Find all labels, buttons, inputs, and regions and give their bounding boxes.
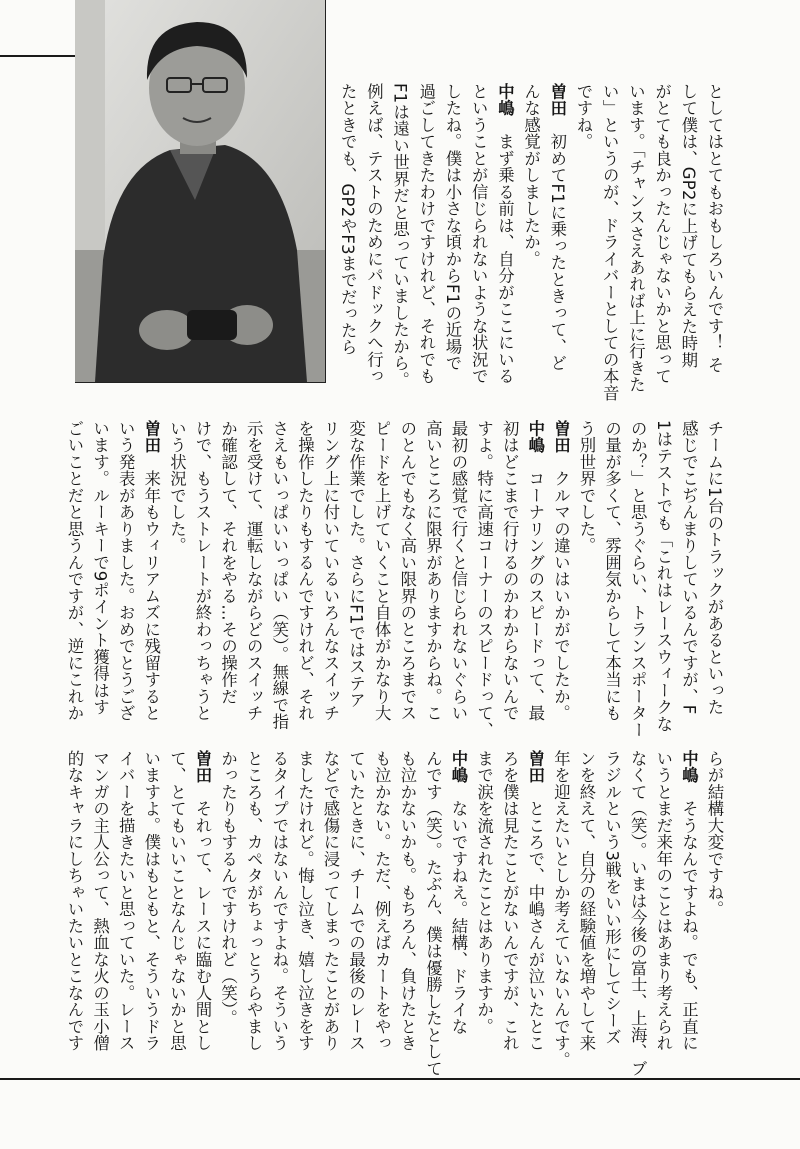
text-column: のとんでもなく高い限界のところまでス	[397, 420, 417, 722]
text-column: したね。僕は小さな頃からF1の近場で	[443, 83, 462, 372]
text-column: のか？」と思うぐらい、トランスポーター	[628, 420, 648, 739]
text-column: ましたけれど。悔し泣き、嬉し泣きをす	[295, 750, 315, 1052]
text-column: も泣かないかも。もちろん、負けたとき	[397, 750, 417, 1052]
text-column: まで涙を流されたことはありますか。	[474, 750, 494, 1035]
text-column: チームに1台のトラックがあるといった	[705, 420, 724, 716]
text-column: 変な作業でした。さらにF1ではステア	[346, 420, 366, 709]
text-column: ろを僕は見たことがないんですが、これ	[500, 750, 520, 1052]
speaker-name: 曽田	[547, 83, 567, 117]
text-column: んです（笑）。たぶん、僕は優勝したとして	[423, 750, 443, 1077]
text-column: イバーを描きたいと思っていた。レース	[116, 750, 136, 1052]
text-column: としてはとてもおもしろいんです！ そ	[705, 83, 724, 374]
text-column: 曽田 クルマの違いはいかがでしたか。	[551, 420, 571, 722]
middle-text-block	[65, 420, 725, 739]
text-column: て、とてもいいことなんじゃないかと思	[167, 750, 187, 1052]
text-column: 曽田 来年もウィリアムズに残留すると	[141, 420, 161, 722]
text-column: 中嶋 そうなんですよね。でも、正直に	[679, 750, 699, 1052]
speaker-name: 曽田	[193, 750, 212, 784]
text-column: などで感傷に浸ってしまったことがあり	[321, 750, 340, 1052]
text-column: けで、もうストレートが終わっちゃうと	[193, 420, 212, 722]
text-column: いう発表がありました。おめでとうござ	[116, 420, 136, 722]
text-column: ンを終えて、自分の経験値を増やして来	[577, 750, 596, 1052]
text-column: らが結構大変ですね。	[705, 750, 724, 918]
text-column: 初はどこまで行けるのかわからないんで	[500, 420, 520, 722]
text-column: 高いところに限界がありますからね。こ	[423, 420, 443, 722]
text-column: い」というのが、ドライバーとしての本音	[600, 83, 620, 402]
text-column: マンガの主人公って、熱血な火の玉小僧	[90, 750, 110, 1052]
text-column: なくて（笑）。いまは今後の富士、上海、ブ	[628, 750, 648, 1077]
speaker-name: 中嶋	[679, 750, 699, 784]
text-column: 例えば、テストのためにパドックへ行っ	[364, 83, 384, 385]
text-column: して僕は、GP2に上げてもらえた時期	[678, 83, 698, 369]
text-column: 曽田 それって、レースに臨む人間とし	[193, 750, 212, 1052]
text-column: ということが信じられないような状況で	[469, 83, 489, 385]
text-column: 的なキャラにしちゃいたいとこなんです	[65, 750, 84, 1052]
text-column: ごいことだと思うんですが、逆にこれか	[65, 420, 84, 722]
text-column: も泣かない。ただ、例えばカートをやっ	[372, 750, 392, 1052]
speaker-name: 曽田	[551, 420, 571, 454]
text-column: 中嶋 ないですねえ。結構、ドライな	[449, 750, 468, 1035]
text-column: います。「チャンスさえあれば上に行きた	[626, 83, 646, 394]
top-text-block	[338, 83, 725, 402]
text-column: 年を迎えたいとしか考えていないんです。	[551, 750, 571, 1069]
text-column: う別世界でした。	[577, 420, 596, 554]
speaker-name: 中嶋	[525, 420, 545, 454]
speaker-name: 曽田	[141, 420, 161, 454]
text-column: たときでも、GP2やF3までだったら	[338, 83, 358, 356]
text-column: を操作したりもするんですけれど、それ	[295, 420, 315, 722]
speaker-name: 中嶋	[449, 750, 468, 784]
text-column: 曽田 ところで、中嶋さんが泣いたとこ	[525, 750, 545, 1052]
speaker-name: 中嶋	[495, 83, 515, 117]
text-column: がとても良かったんじゃないかと思って	[652, 83, 672, 385]
text-column: の量が多くて、雰囲気からして本当にも	[602, 420, 622, 722]
text-column: さえもいっぱいいっぱい（笑）。無線で指	[269, 420, 289, 731]
text-column: かったりもするんですけれど（笑）。	[218, 750, 238, 1027]
text-column: ていたときに、チームでの最後のレース	[346, 750, 366, 1052]
text-column: ラジルという3戦をいい形にしてシーズ	[602, 750, 622, 1046]
speaker-name: 曽田	[525, 750, 545, 784]
text-column: 中嶋 まず乗る前は、自分がここにいる	[495, 83, 515, 385]
text-column: すよ。特に高速コーナーのスピードって、	[474, 420, 494, 739]
text-column: 1はテストでも「これはレースウィークな	[653, 420, 673, 733]
text-column: いうとまだ来年のことはあまり考えられ	[653, 750, 673, 1052]
text-column: F1は遠い世界だと思っていましたから。	[390, 83, 410, 389]
text-column: ところも、カペタがちょっとうらやまし	[244, 750, 264, 1052]
text-column: ピードを上げていくこと自体がかなり大	[372, 420, 392, 722]
text-column: 感じでこぢんまりしているんですが、F	[679, 420, 699, 715]
text-column: ですね。	[574, 83, 593, 150]
text-column: いう状況でした。	[167, 420, 187, 554]
bottom-rule	[0, 1078, 800, 1080]
text-column: か確認して、それをやる…その操作だ	[218, 420, 238, 705]
text-column: 示を受けて、運転しながらどのスイッチ	[244, 420, 264, 722]
text-column: 過ごしてきたわけですけれど、それでも	[416, 83, 436, 385]
text-column: います。ルーキーで9ポイント獲得はす	[90, 420, 110, 716]
text-column: リング上に付いているいろんなスイッチ	[321, 420, 340, 722]
text-column: いますよ。僕はもともと、そういうドラ	[141, 750, 161, 1052]
text-column: 最初の感覚で行くと信じられないぐらい	[449, 420, 468, 722]
text-column: 曽田 初めてF1に乗ったときって、ど	[547, 83, 567, 372]
bottom-text-block	[65, 750, 725, 1077]
text-column: るタイプではないんですよね。そういう	[269, 750, 289, 1052]
text-column: 中嶋 コーナリングのスピードって、最	[525, 420, 545, 722]
text-column: んな感覚がしましたか。	[521, 83, 541, 268]
